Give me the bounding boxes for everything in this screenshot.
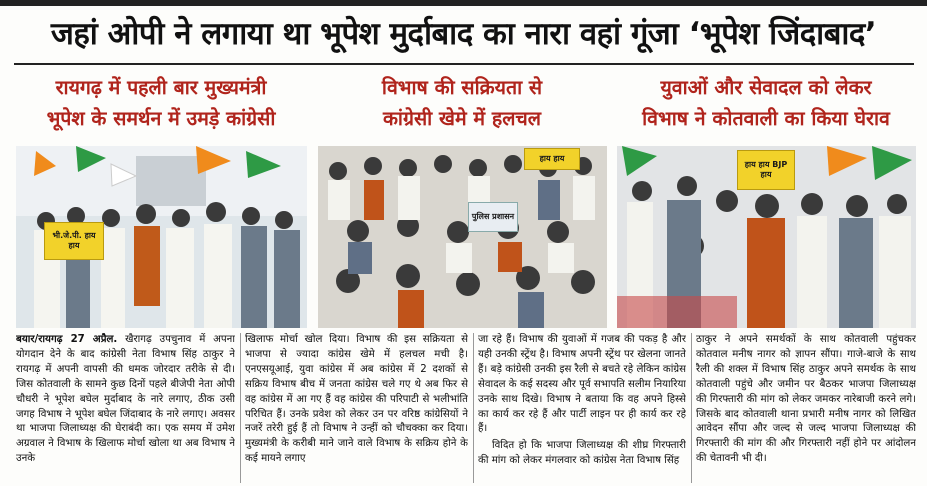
headline-rule	[14, 63, 914, 65]
column-divider-1	[240, 333, 241, 483]
photo-rally-2	[318, 146, 607, 328]
subhead-3-line2: विभाष ने कोतवाली का किया घेराव	[642, 107, 890, 130]
top-border	[0, 0, 927, 6]
dateline: बयार/रायगढ़ 27 अप्रैल.	[16, 334, 118, 345]
photo-rally-3	[617, 146, 916, 328]
column-4-text: ठाकुर ने अपने समर्थकों के साथ कोतवाली पहुंचकर कोतवाल मनीष नागर को ज्ञापन सौंपा। गाजे-बाजे के साथ रैली की शक्ल में विभाष सिंह ठाकुर अपने समर्थक के साथ कोतवाली पहुंचे और जमीन पर बैठकर भाजपा जिलाध्यक्ष की गिरफ्तारी की मांग को लेकर जमकर नारेबाजी करने लगे। जिसके बाद कोतवाली थाना प्रभारी मनीष नागर को लिखित आवेदन सौंपा और जल्द से जल्द भाजपा जिलाध्यक्ष की गिरफ्तारी की मांग की और गिरफ्तारी नहीं होने पर आंदोलन की चेतावनी भी दी।	[696, 334, 916, 465]
protest-sign-4: हाय हाय BJP हाय	[737, 150, 795, 190]
article-column-1	[16, 333, 235, 483]
column-2-text: खिलाफ मोर्चा खोल दिया। विभाष की इस सक्रियता से भाजपा से ज्यादा कांग्रेस खेमे में हलचल मची है। एनएसयूआई, युवा कांग्रेस में अब कांग्रेस में 2 दशकों से सक्रिय विभाष बीच में जनता कांग्रेस चले गए थे अब फिर से वह कांग्रेस में आ गए हैं वह कांग्रेस की परिपाटी से भलीभांति परिचित हैं। उनके प्रवेश को लेकर उन पर वरिष्ठ कांग्रेसियों ने नजरें तरेरी हुई हैं तो विभाष ने उन्हीं को चौचक्का कर दिया। मुख्यमंत्री के करीबी माने जाने वाले विभाष के सक्रिय होने के कई मायने लगाए	[245, 334, 468, 465]
article-column-2	[245, 333, 468, 483]
subhead-2-line2: कांग्रेसी खेमे में हलचल	[382, 107, 542, 130]
subhead-1-line2: भूपेश के समर्थन में उमड़े कांग्रेसी	[46, 107, 276, 130]
column-divider-3	[691, 333, 692, 483]
column-1-text: खैरागढ़ उपचुनाव में अपना योगदान देने के बाद कांग्रेसी नेता विभाष सिंह ठाकुर ने रायगढ़ में अपनी वापसी की धमक जोरदार तरीके से दी। जिस कोतवाली के सामने कुछ दिनों पहले बीजेपी नेता ओपी चौधरी ने भूपेश बघेल मुर्दाबाद के नारे लगाए, ठीक उसी जगह विभाष ने भूपेश बघेल जिंदाबाद के नारे लगाए। अवसर था भाजपा जिलाध्यक्ष की घेराबंदी का। एक समय में उमेश अग्रवाल ने विभाष के खिलाफ मोर्चा खोला था अब विभाष ने उनके	[16, 334, 235, 465]
rally-photo-2-image	[318, 146, 607, 328]
subhead-2-line1: विभाष की सक्रियता से	[381, 76, 543, 99]
protest-sign-1: भी.जे.पी. हाय हाय	[44, 222, 104, 260]
protest-sign-2: हाय हाय	[524, 148, 580, 170]
main-headline: जहां ओपी ने लगाया था भूपेश मुर्दाबाद का नारा वहां गूंजा ‘भूपेश जिंदाबाद’	[50, 16, 877, 52]
article-column-3	[478, 333, 686, 483]
subhead-1	[16, 72, 306, 140]
subhead-1-line1: रायगढ़ में पहली बार मुख्यमंत्री	[55, 76, 267, 99]
article-column-4	[696, 333, 916, 483]
photo-rally-1	[16, 146, 307, 328]
column-3-text-a: जा रहे हैं। विभाष की युवाओं में गजब की पकड़ है और यही उनकी स्ट्रेंथ है। विभाष अपनी स्ट्रेंथ पर खेलना जानते हैं। बड़े कांग्रेसी उनकी इस रैली से बचते रहे लेकिन कांग्रेस सेवादल के कई सदस्य और पूर्व सभापति सलीम नियारिया उनके साथ दिखे। विभाष ने बताया कि वह अपने हिस्से का कार्य कर रहे हैं और पार्टी लाइन पर ही कार्य कर रहे हैं।	[478, 334, 686, 435]
protest-sign-3: पुलिस प्रशासन	[468, 202, 518, 232]
subhead-3-line1: युवाओं और सेवादल को लेकर	[660, 76, 872, 99]
subhead-3	[616, 72, 916, 140]
subhead-2	[318, 72, 606, 140]
column-3-text-b: विदित हो कि भाजपा जिलाध्यक्ष की शीघ्र गिरफ्तारी की मांग को लेकर मंगलवार को कांग्रेस नेता विभाष सिंह	[478, 440, 686, 467]
column-divider-2	[473, 333, 474, 483]
